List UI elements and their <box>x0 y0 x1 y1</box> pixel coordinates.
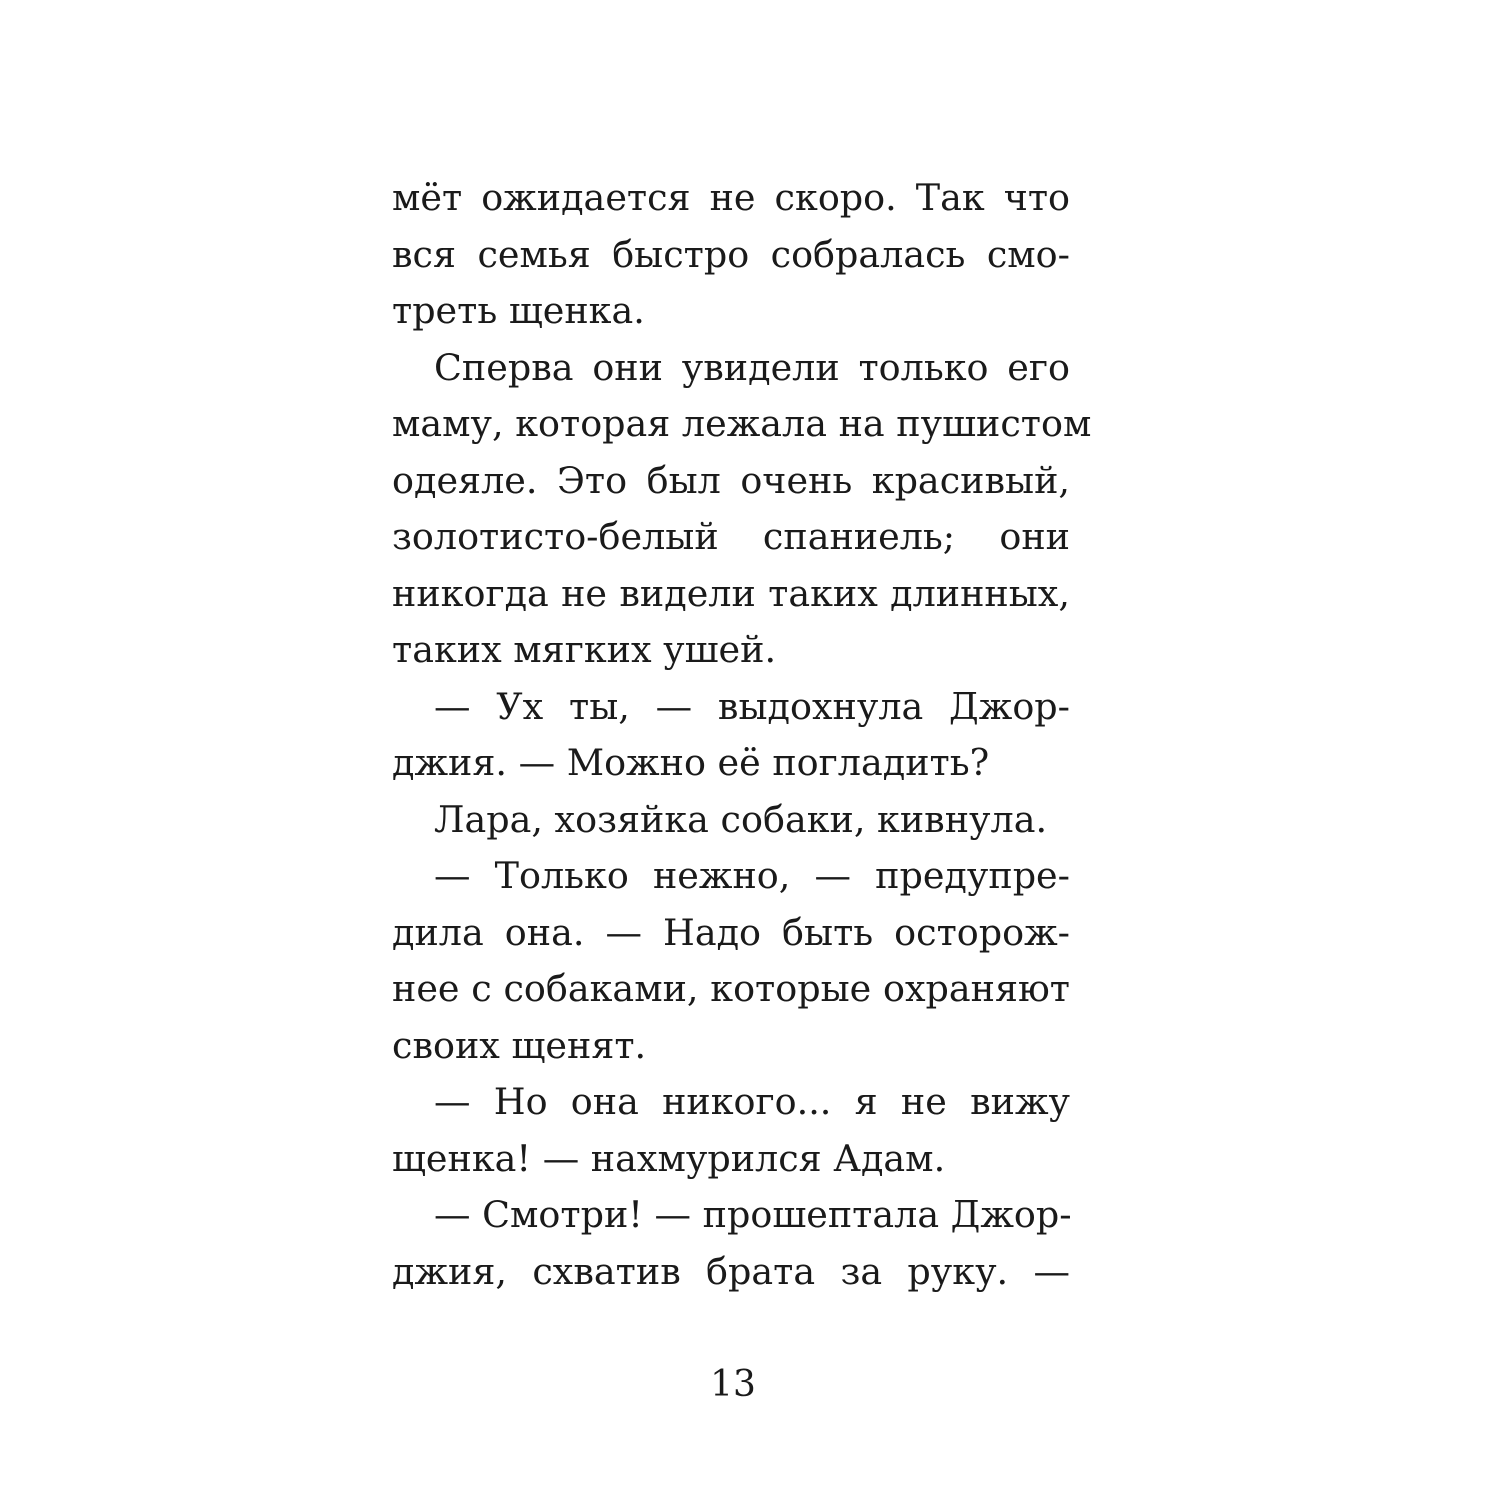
text-line: никогда не видели таких длинных, <box>392 571 1070 615</box>
text-line: — Но она никого... я не вижу <box>434 1080 1070 1123</box>
page-number: 13 <box>710 1364 756 1405</box>
text-line: щенка! — нахмурился Адам. <box>392 1136 946 1180</box>
text-line: Лара, хозяйка собаки, кивнула. <box>434 797 1048 841</box>
text-line: треть щенка. <box>392 289 645 332</box>
text-line: таких мягких ушей. <box>392 628 777 671</box>
text-line: мёт ожидается не скоро. Так что <box>392 176 1070 219</box>
text-line: своих щенят. <box>392 1023 647 1067</box>
text-line: нее с собаками, которые охраняют <box>392 967 1070 1010</box>
text-line: вся семья быстро собралась смо- <box>392 232 1070 276</box>
text-line: золотисто-белый спаниель; они <box>392 515 1070 558</box>
text-line: одеяле. Это был очень красивый, <box>392 458 1070 502</box>
text-line: — Ух ты, — выдохнула Джор- <box>434 684 1070 728</box>
text-line: — Только нежно, — предупре- <box>434 854 1070 897</box>
text-line: джия, схватив брата за руку. — <box>392 1249 1070 1293</box>
text-line: — Смотри! — прошептала Джор- <box>434 1193 1072 1236</box>
text-line: маму, которая лежала на пушистом <box>392 402 1092 445</box>
body-text <box>392 170 1092 1300</box>
text-line: Сперва они увидели только его <box>434 345 1070 389</box>
text-line: дила она. — Надо быть осторож- <box>392 910 1070 954</box>
text-line: джия. — Можно её погладить? <box>392 741 990 784</box>
